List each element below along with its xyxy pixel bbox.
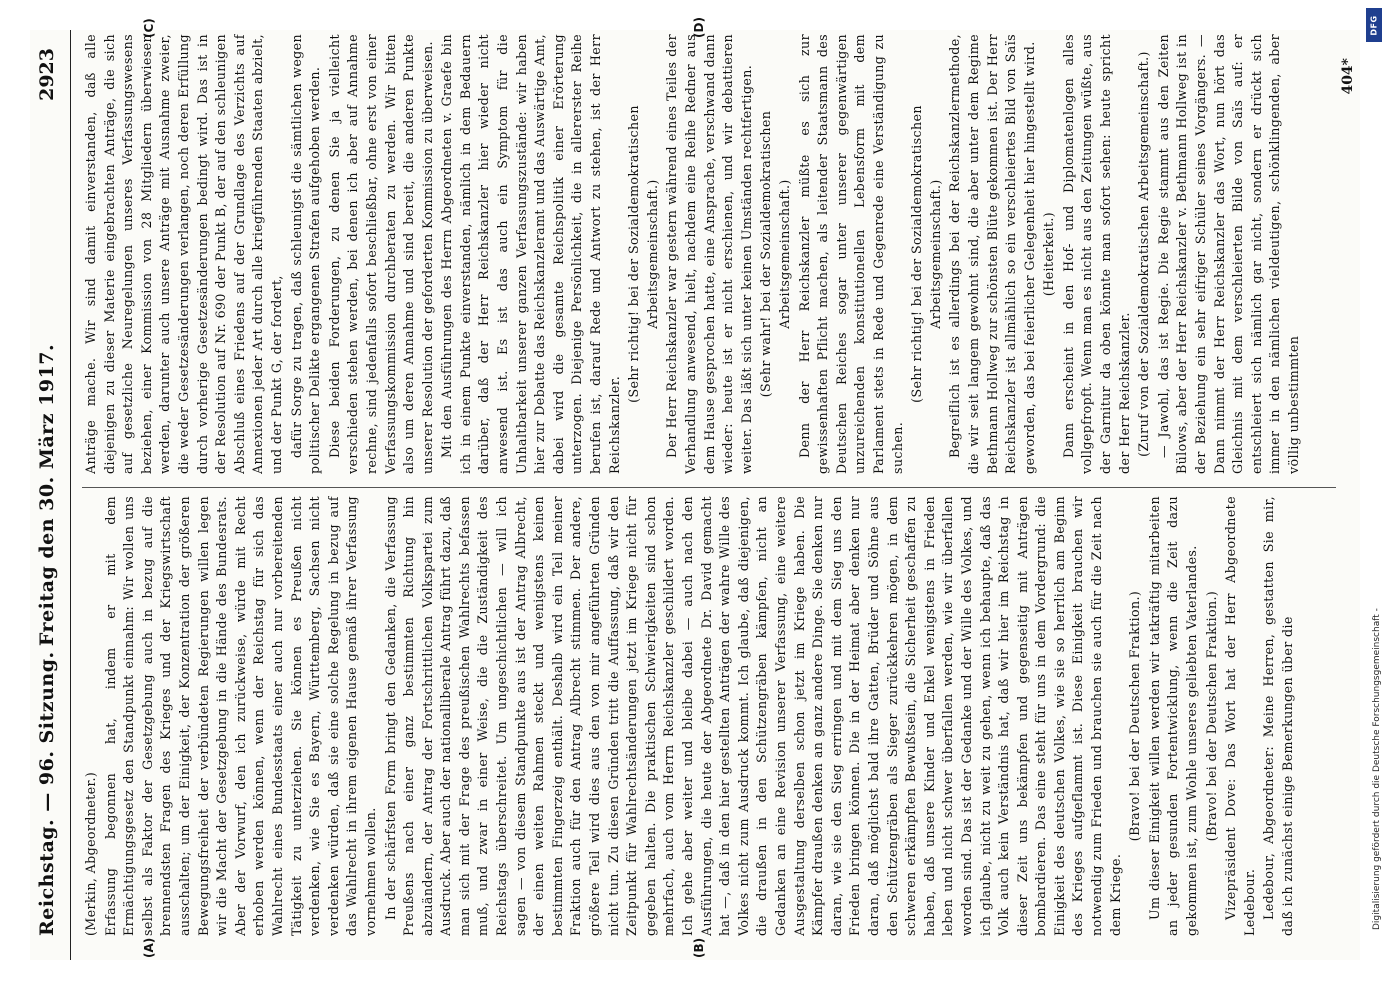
margin-marker-d: (D) xyxy=(692,17,706,38)
paragraph: — Jawohl, das ist Regie. Die Regie stammt aus den Zeiten Bülows, aber der Herr Reichskanzler v. Bethmann Hollweg ist in der Beziehung ein sehr eifriger Schüler seines Vorgängers. — Dann nimmt der Herr Reichskanzler das Wort, nun hört das Gleichnis mit dem verschleierten Bilde von Saïs auf: er entschleiert sich nämlich gar nicht, sondern er drückt sich immer in den nämlichen vieldeutigen, schönklingenden, aber völlig unbestimmten xyxy=(1155,34,1301,474)
paragraph: Erfassung begonnen hat, indem er mit dem Ermächtigungsgesetz den Standpunkt einnahm: Wir wollen uns selbst als Faktor der Gesetzgebung auch in bezug auf die brennendsten Fragen des Krieges und der Kriegswirtschaft ausschalten; um der Einigkeit, der Konzentration der größeren Bewegungsfreiheit der verbündeten Regierungen willen legen wir die Macht der Gesetzgebung in die Hände des Bundesrats. Aber der Vorwurf, den ich zurückweise, würde mit Recht erhoben werden können, wenn der Reichstag für sich das Wahlrecht eines Bundesstaats einer auch nur vorbereitenden Tätigkeit zu unterziehen. Sie können es Preußen nicht verdenken, wie Sie es Bayern, Württemberg, Sachsen nicht verdenken würden, daß sie eine solche Regelung in bezug auf das Wahlrecht in ihrem eigenen Hause gemäß ihrer Verfassung vornehmen wollen. xyxy=(102,496,378,936)
paragraph: (Merkin, Abgeordneter.) xyxy=(83,771,98,936)
paragraph: Um dieser Einigkeit willen werden wir tatkräftig mitarbeiten an jeder gesunden Fortentwicklung, wenn die Zeit dazu gekommen ist, zum Wohle unseres geliebten Vaterlandes. xyxy=(1146,496,1200,936)
footer-number: 404* xyxy=(1340,58,1356,95)
paragraph: (Heiterkeit.) xyxy=(1041,211,1057,297)
paragraph: (Bravo! bei der Deutschen Fraktion.) xyxy=(1203,590,1219,842)
column-divider xyxy=(82,487,1336,488)
text-columns xyxy=(82,17,1336,958)
paragraph: Denn der Herr Reichskanzler müßte es sich zur gewissenhaften Pflicht machen, als leitender Staatsmann des Deutschen Reiches sogar unter unserer gegenwärtigen unzureichenden konstitutionellen Lebensform mit dem Parlament stets in Rede und Gegenrede eine Verständigung zu suchen. xyxy=(796,34,905,474)
paragraph: Anträge mache. Wir sind damit einverstanden, daß alle diejenigen zu dieser Materie eingebrachten Anträge, die sich auf gesetzliche Neuregelungen unseres Verfassungswesens beziehen, einer Kommission von 28 Mitgliedern überwiesen werden, darunter auch unsere Anträge mit Ausnahme zweier, die weder Gesetzesänderungen verlangen, noch deren Erfüllung durch vorherige Gesetzesänderungen bedingt wird. Das ist in der Resolution auf Nr. 690 der Punkt B, der auf den schleunigen Abschluß eines Friedens auf der Grundlage des Verzichts auf Annexionen jeder Art durch alle kriegführenden Staaten abzielt, und der Punkt G, der fordert, xyxy=(83,34,284,474)
paragraph: Ledebour, Abgeordneter: Meine Herren, gestatten Sie mir, daß ich zunächst einige Bemerkungen über die xyxy=(1261,496,1295,936)
margin-marker-c: (C) xyxy=(142,18,156,38)
paragraph: Vizepräsident Dove: Das Wort hat der Herr Abgeordnete Ledebour. xyxy=(1223,496,1257,936)
left-column xyxy=(82,496,1336,936)
paragraph: dafür Sorge zu tragen, daß schleunigst die sämtlichen wegen politischer Delikte ergangenen Strafen aufgehoben werden. xyxy=(288,34,323,474)
paragraph: Diese beiden Forderungen, zu denen Sie ja vielleicht verschieden stehen werden, bei denen ich aber auf Annahme rechne, sind jedenfalls sofort beschließbar, ohne erst von einer Verfassungskommission durchberaten zu werden. Wir bitten also um deren Annahme und sind bereit, die anderen Punkte unserer Resolution der geforderten Kommission zu überweisen. xyxy=(326,34,435,474)
margin-marker-a: (A) xyxy=(142,937,156,958)
header-date: Freitag den 30. März 1917. xyxy=(36,343,58,647)
paragraph: In der schärfsten Form bringt den Gedanken, die Verfassung Preußens nach einer ganz bestimmten Richtung hin abzuändern, der Antrag der Fortschrittlichen Volkspartei zum Ausdruck. Aber auch der nationalliberale Antrag führt dazu, daß man sich mit der Frage des preußischen Wahlrechts befassen muß, und zwar in einer Weise, die die Zuständigkeit des Reichstags überschreitet. Um ungeschichtlichen — will ich sagen — von diesem Standpunkte aus ist der Antrag Albrecht, der einen weiten Rahmen steckt und wenigstens keinen bestimmten Fingerzeig enthält. Deshalb wird ein Teil meiner Fraktion auch für den Antrag Albrecht stimmen. Der andere, größere Teil wird dies aus den von mir angeführten Gründen nicht tun. Zu diesen Gründen tritt die Auffassung, daß wir den Zeitpunkt für Wahlrechtsänderungen jetzt im Kriege nicht für gegeben halten. Die praktischen Schwierigkeiten sind schon mehrfach, auch vom Herrn Reichskanzler geschildert worden. Ich gehe aber weiter und bleibe dabei — auch nach den Ausführungen, die heute der Abgeordnete Dr. David gemacht hat —, daß in den hier gestellten Anträgen der wahre Wille des Volkes nicht zum Ausdruck kommt. Ich glaube, daß diejenigen, die draußen in den Schützengräben kämpfen, nicht an Gedanken an eine Revision unserer Verfassung, eine weitere Ausgestaltung derselben schon jetzt im Kriege haben. Die Kämpfer draußen denken an ganz andere Dinge. Sie denken nur daran, wie sie den Sieg erringen und mit dem Sieg uns den Frieden bringen können. Die in der Heimat aber denken nur daran, daß möglichst bald ihre Gatten, Brüder und Söhne aus den Schützengräben als Sieger zurückkehren mögen, in dem schweren erkämpften Bewußtsein, die Sicherheit geschaffen zu haben, daß unsere Kinder und Enkel wenigstens in Frieden leben und nicht schwer überfallen werden, wie wir überfallen worden sind. Das ist der Gedanke und der Wille des Volkes, und ich glaube, nicht zu weit zu gehen, wenn ich behaupte, daß das Volk auch kein Verständnis hat, daß wir hier im Reichstag in dieser Zeit uns bekämpfen und gegenseitig mit Anträgen bombardieren. Das eine steht für uns in dem Vordergrund: die Einigkeit des deutschen Volkes, wie sie so herrlich am Beginn des Krieges aufgeflammt ist. Diese Einigkeit brauchen wir notwendig zum Frieden und brauchen sie auch für die Zeit nach dem Kriege. xyxy=(382,496,1123,936)
paragraph: Dann erscheint in den Hof- und Diplomatenlogen alles vollgepfropft. Wenn man es nicht aus den Zeitungen wüßte, aus der Garnitur da oben könnte man sofort sehen: heute spricht der Herr Reichskanzler. xyxy=(1060,34,1132,474)
digitization-watermark: Digitalisierung gefördert durch die Deutsche Forschungsgemeinschaft - xyxy=(1372,608,1382,930)
paragraph: Mit den Ausführungen des Herrn Abgeordneten v. Graefe bin ich in einem Punkte einverstanden, nämlich in dem Bedauern darüber, daß der Herr Reichskanzler hier wieder nicht anwesend ist. Es ist das auch ein Symptom für die Unhaltbarkeit unserer ganzen Verfassungszustände: wir haben hier zur Debatte das Reichskanzleramt und das Auswärtige Amt, dabei wird die gesamte Reichspolitik einer Erörterung unterzogen. Diejenige Persönlichkeit, die in allererster Reihe berufen ist, darauf Rede und Antwort zu stehen, ist der Herr Reichskanzler. xyxy=(439,34,622,474)
paragraph: Der Herr Reichskanzler war gestern während eines Teiles der Verhandlung anwesend, hielt, nachdem eine Reihe Redner aus dem Hause gesprochen hatte, eine Ansprache, verschwand dann wieder: heute ist er nicht erschienen, und wir debattieren weiter. Das läßt sich unter keinen Umständen rechtfertigen. xyxy=(664,34,754,474)
paragraph: (Sehr richtig! bei der Sozialdemokratischen Arbeitsgemeinschaft.) xyxy=(626,105,660,403)
paragraph: (Zuruf von der Sozialdemokratischen Arbeitsgemeinschaft.) xyxy=(1136,51,1152,457)
header-session: Reichstag. — 96. Sitzung. xyxy=(36,651,58,936)
right-column xyxy=(82,34,1336,474)
paragraph: (Bravo! bei der Deutschen Fraktion.) xyxy=(1127,590,1143,842)
margin-marker-b: (B) xyxy=(692,937,706,958)
paragraph: (Sehr wahr! bei der Sozialdemokratischen Arbeitsgemeinschaft.) xyxy=(758,110,792,398)
dfg-logo: DFG xyxy=(1366,8,1382,42)
paragraph: Begreiflich ist es allerdings bei der Reichskanzlermethode, die wir seit langem gewohnt sind, die aber unter dem Regime Bethmann Hollweg zur schönsten Blüte gekommen ist. Der Herr Reichskanzler ist allmählich so ein verschleiertes Bild von Saïs geworden, das bei feierlicher Gelegenheit hier hingestellt wird. xyxy=(947,34,1037,474)
rotated-newspaper-page xyxy=(30,17,1360,960)
header-page-number: 2923 xyxy=(36,48,58,101)
page-header xyxy=(30,30,71,960)
paragraph: (Sehr richtig! bei der Sozialdemokratischen Arbeitsgemeinschaft.) xyxy=(909,105,943,403)
